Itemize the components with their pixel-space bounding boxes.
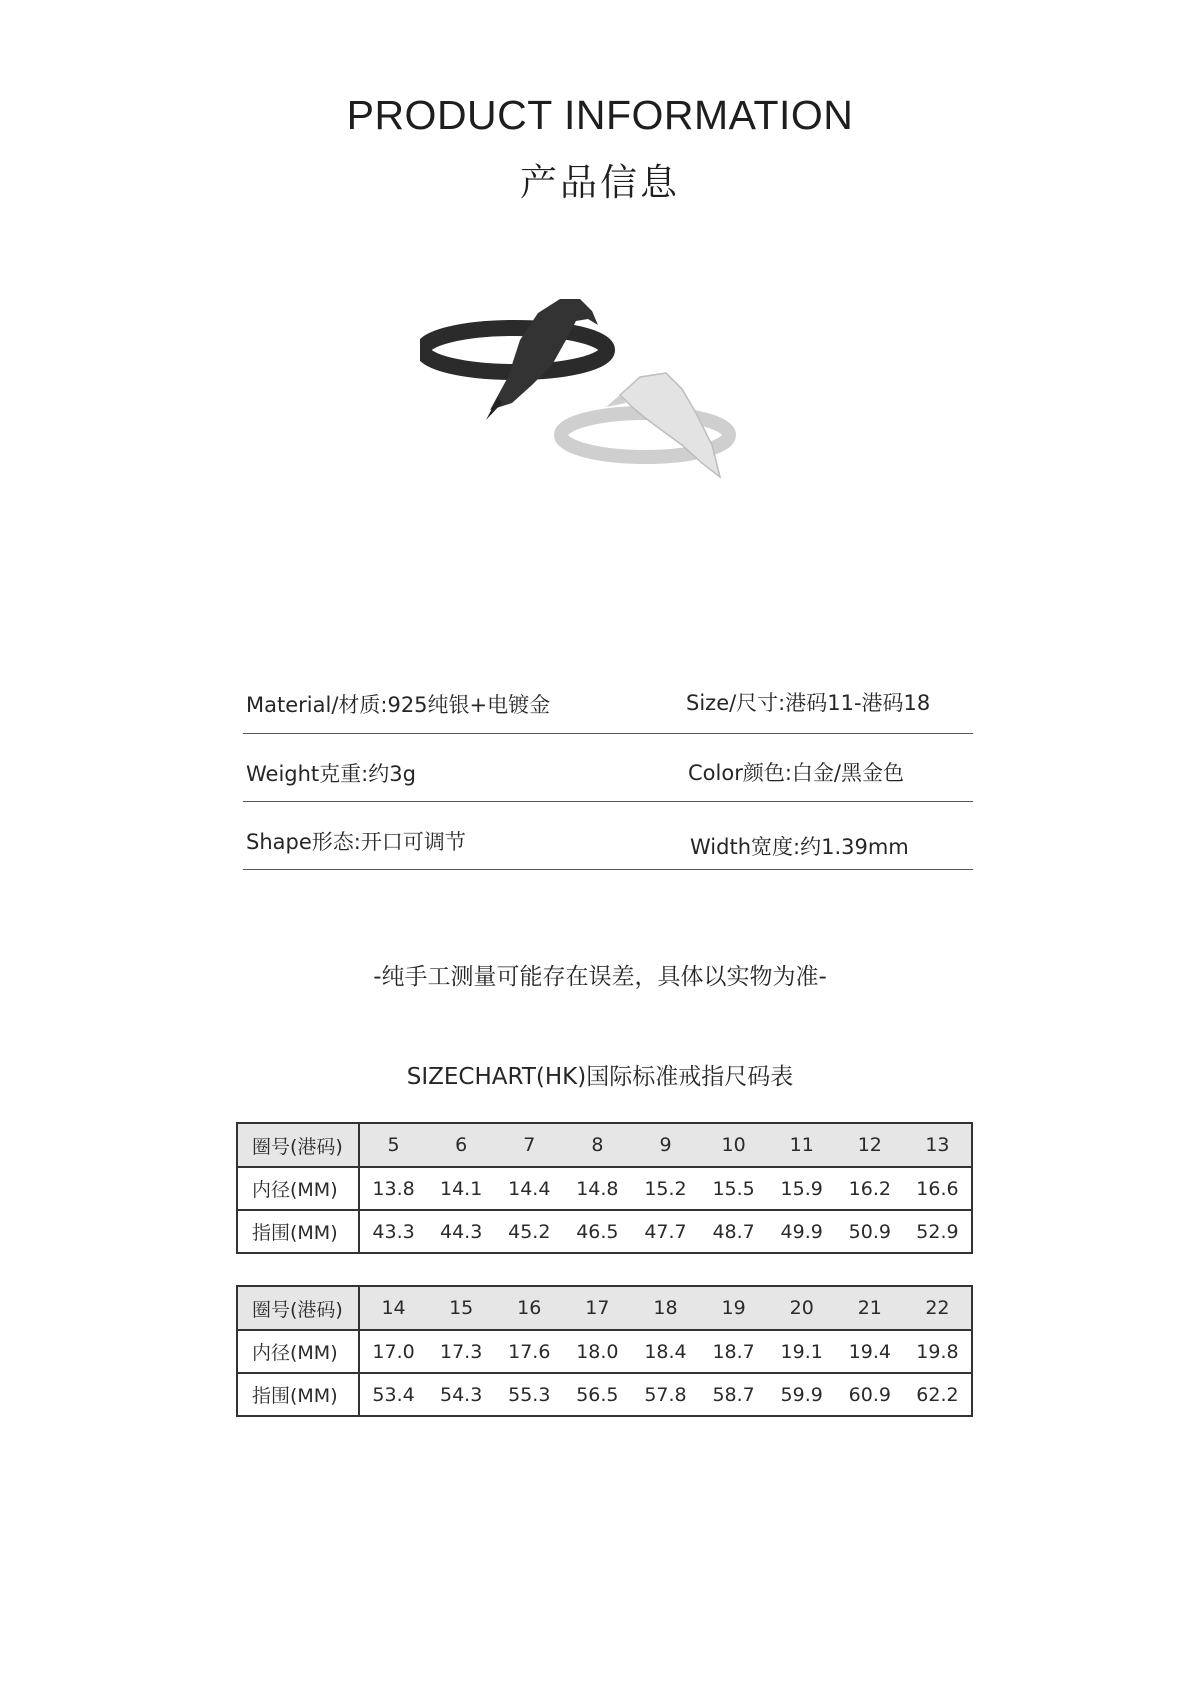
table-cell: 18.7 xyxy=(712,1340,755,1363)
table-cell: 46.5 xyxy=(576,1220,619,1243)
table-cell: 14.1 xyxy=(440,1177,483,1200)
table-cell: 16.2 xyxy=(848,1177,891,1200)
table-cell: 14 xyxy=(359,1286,427,1330)
spec-material: Material/材质:925纯银+电镀金 xyxy=(246,693,551,717)
row-label: 圈号(港码) xyxy=(237,1286,359,1330)
row-label: 内径(MM) xyxy=(237,1167,359,1210)
table-cell: 19 xyxy=(700,1286,768,1330)
table-cell: 16 xyxy=(495,1286,563,1330)
table-cell: 55.3 xyxy=(508,1383,551,1406)
table-cell: 9 xyxy=(631,1123,699,1167)
size-table-1 xyxy=(236,1122,973,1254)
table-cell: 17.0 xyxy=(372,1340,415,1363)
table-cell: 52.9 xyxy=(916,1220,959,1243)
table-row xyxy=(237,1330,972,1373)
row-label: 圈号(港码) xyxy=(237,1123,359,1167)
table-row xyxy=(237,1286,972,1330)
table-cell: 6 xyxy=(427,1123,495,1167)
row-label: 内径(MM) xyxy=(237,1330,359,1373)
table-cell: 18.0 xyxy=(576,1340,619,1363)
table-cell: 17.6 xyxy=(508,1340,551,1363)
spec-weight: Weight克重:约3g xyxy=(246,762,416,786)
table-cell: 19.8 xyxy=(916,1340,959,1363)
spec-color: Color颜色:白金/黑金色 xyxy=(688,761,904,785)
table-cell: 15.9 xyxy=(780,1177,823,1200)
spec-size: Size/尺寸:港码11-港码18 xyxy=(686,691,931,715)
size-chart-title: SIZECHART(HK)国际标准戒指尺码表 xyxy=(406,1064,794,1090)
table-cell: 12 xyxy=(836,1123,904,1167)
table-cell: 21 xyxy=(836,1286,904,1330)
table-cell: 48.7 xyxy=(712,1220,755,1243)
table-cell: 50.9 xyxy=(848,1220,891,1243)
table-cell: 57.8 xyxy=(644,1383,687,1406)
table-cell: 11 xyxy=(768,1123,836,1167)
product-image xyxy=(420,285,800,535)
table-cell: 43.3 xyxy=(372,1220,415,1243)
table-cell: 15 xyxy=(427,1286,495,1330)
table-cell: 49.9 xyxy=(780,1220,823,1243)
table-cell: 19.4 xyxy=(848,1340,891,1363)
table-cell: 58.7 xyxy=(712,1383,755,1406)
measurement-note: -纯手工测量可能存在误差，具体以实物为准- xyxy=(373,964,827,990)
spec-width: Width宽度:约1.39mm xyxy=(690,835,909,859)
table-cell: 45.2 xyxy=(508,1220,551,1243)
table-cell: 18.4 xyxy=(644,1340,687,1363)
table-cell: 13 xyxy=(904,1123,972,1167)
size-table-2 xyxy=(236,1285,973,1417)
table-row xyxy=(237,1373,972,1416)
spec-shape: Shape形态:开口可调节 xyxy=(246,830,466,854)
table-row xyxy=(237,1210,972,1253)
table-cell: 20 xyxy=(768,1286,836,1330)
table-cell: 54.3 xyxy=(440,1383,483,1406)
table-cell: 44.3 xyxy=(440,1220,483,1243)
table-cell: 14.8 xyxy=(576,1177,619,1200)
row-label: 指围(MM) xyxy=(237,1373,359,1416)
table-cell: 14.4 xyxy=(508,1177,551,1200)
table-cell: 47.7 xyxy=(644,1220,687,1243)
table-cell: 13.8 xyxy=(372,1177,415,1200)
table-cell: 22 xyxy=(904,1286,972,1330)
divider xyxy=(243,733,973,734)
table-cell: 53.4 xyxy=(372,1383,415,1406)
table-cell: 56.5 xyxy=(576,1383,619,1406)
table-cell: 8 xyxy=(563,1123,631,1167)
divider xyxy=(243,801,973,802)
row-label: 指围(MM) xyxy=(237,1210,359,1253)
table-cell: 10 xyxy=(700,1123,768,1167)
table-cell: 15.2 xyxy=(644,1177,687,1200)
dark-crow xyxy=(490,299,598,410)
table-row xyxy=(237,1123,972,1167)
table-cell: 15.5 xyxy=(712,1177,755,1200)
table-cell: 5 xyxy=(359,1123,427,1167)
divider xyxy=(243,869,973,870)
page-title-cn: 产品信息 xyxy=(520,161,680,204)
table-cell: 17 xyxy=(563,1286,631,1330)
table-cell: 59.9 xyxy=(780,1383,823,1406)
table-cell: 16.6 xyxy=(916,1177,959,1200)
table-cell: 7 xyxy=(495,1123,563,1167)
page-title-en: PRODUCT INFORMATION xyxy=(346,92,854,138)
table-cell: 17.3 xyxy=(440,1340,483,1363)
table-cell: 62.2 xyxy=(916,1383,959,1406)
table-row xyxy=(237,1167,972,1210)
table-cell: 18 xyxy=(631,1286,699,1330)
table-cell: 19.1 xyxy=(780,1340,823,1363)
table-cell: 60.9 xyxy=(848,1383,891,1406)
